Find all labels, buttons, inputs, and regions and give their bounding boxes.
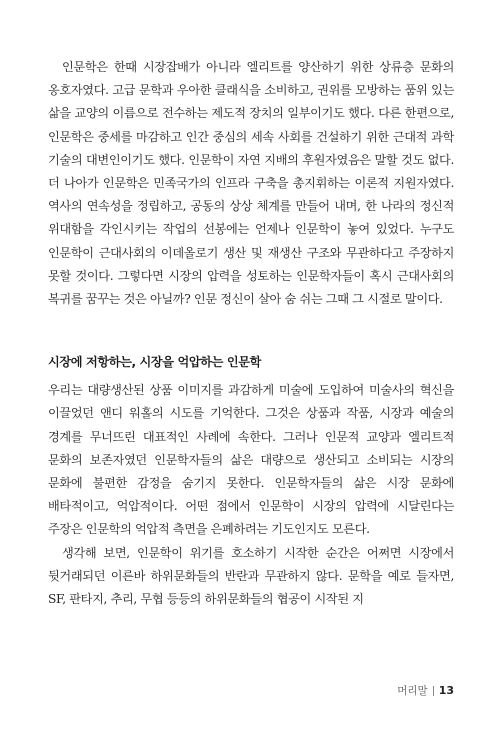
intro-paragraph: 인문학은 한때 시장잡배가 아니라 엘리트를 양산하기 위한 상류층 문화의 옹호자였다. 고급 문학과 우아한 클래식을 소비하고, 권위를 모방하는 품위 있는 삶을 교양의 이름으로 전수하는 제도적 장치의 일부이기도 했다. 다른 한편으로, 인문학은 중세를 마감하고 인간 중심의 세속 사회를 건설하기 위한 근대적 과학 기술의 대변인이기도 했다. 인문학이 자연 지배의 후원자였음은 말할 것도 없다. 더 나아가 인문학은 민족국가의 인프라 구축을 총지휘하는 이론적 지원자였다. 역사의 연속성을 정립하고, 공동의 상상 체계를 만들어 내며, 한 나라의 정신적 위대함을 각인시키는 작업의 선봉에는 언제나 인문학이 놓여 있었다. 누구도 인문학이 근대사회의 이데올로기 생산 및 재생산 구조와 무관하다고 주장하지 못할 것이다. 그렇다면 시장의 압력을 성토하는 인문학자들이 혹시 근대사회의 복귀를 꿈꾸는 것은 아닐까? 인문 정신이 살아 숨 쉬는 그때 그 시절로 말이다.	[48, 60, 454, 307]
page-footer	[397, 683, 454, 698]
body-paragraph-2: 생각해 보면, 인문학이 위기를 호소하기 시작한 순간은 어쩌면 시장에서 뒷거래되던 이른바 하위문화들의 반란과 무관하지 않다. 문학을 예로 들자면, SF, 판타지, 추리, 무협 등등의 하위문화들의 협공이 시작된 지	[48, 545, 454, 607]
section-heading: 시장에 저항하는, 시장을 억압하는 인문학	[48, 355, 261, 370]
page-number: 13	[438, 684, 454, 697]
body-paragraph-1: 우리는 대량생산된 상품 이미지를 과감하게 미술에 도입하여 미술사의 혁신을 이끌었던 앤디 워홀의 시도를 기억한다. 그것은 상품과 작품, 시장과 예술의 경계를 무너뜨린 대표적인 사례에 속한다. 그러나 인문적 교양과 엘리트적 문화의 보존자였던 인문학자들의 삶은 대량으로 생산되고 소비되는 시장의 문화에 불편한 감정을 숨기지 못한다. 인문학자들의 삶은 시장 문화에 배타적이고, 억압적이다. 어떤 점에서 인문학이 시장의 압력에 시달린다는 주장은 인문학의 억압적 측면을 은폐하려는 기도인지도 모른다.	[48, 383, 454, 537]
running-footer-label: 머리말	[397, 685, 428, 697]
footer-divider	[433, 686, 434, 696]
page-body	[48, 56, 454, 611]
